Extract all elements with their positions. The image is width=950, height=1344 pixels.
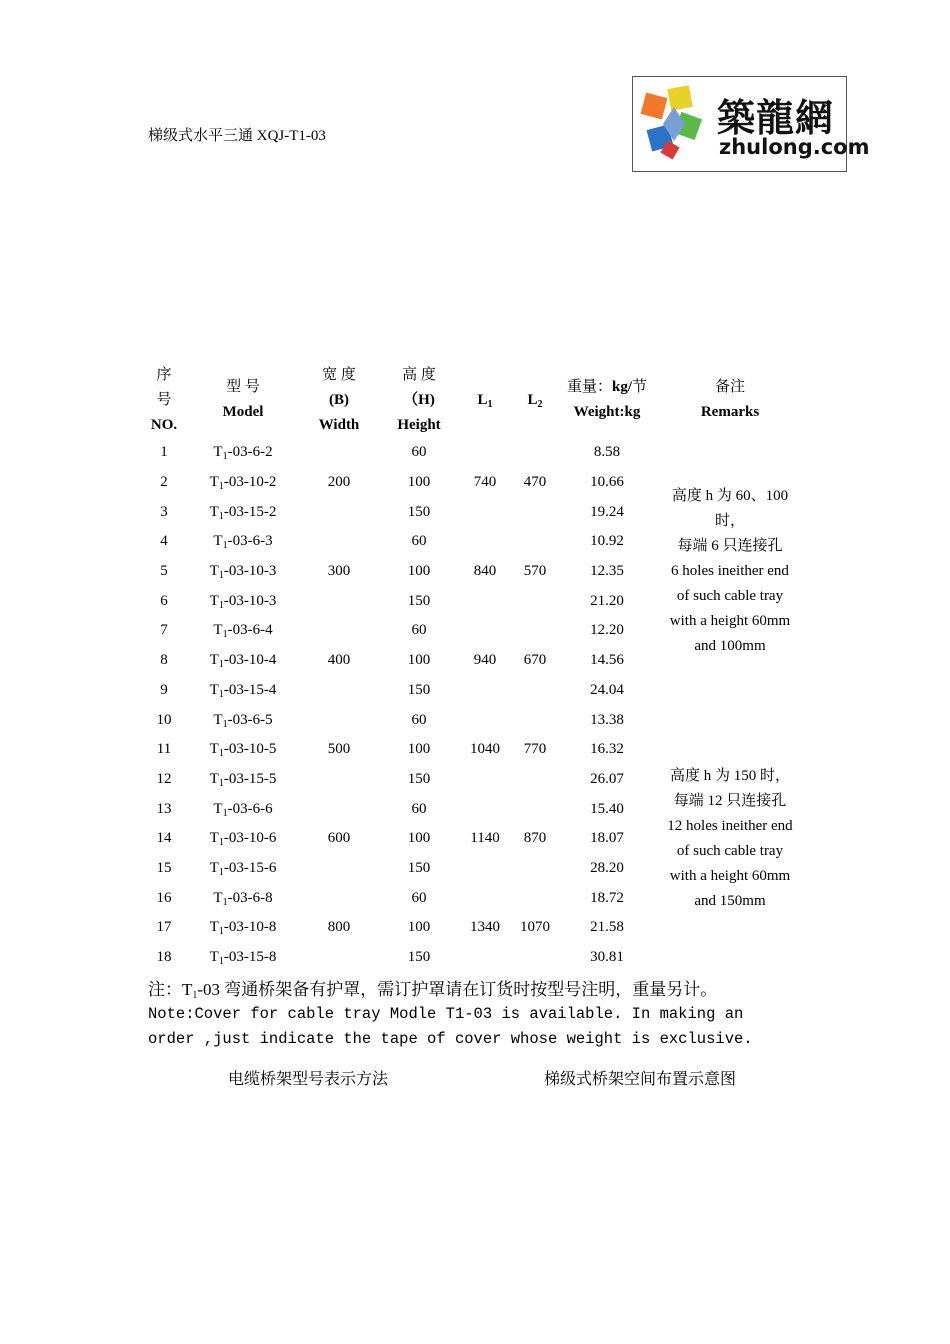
cell-no: 5 xyxy=(160,563,168,580)
cell-weight: 12.35 xyxy=(590,563,624,580)
cell-model: $T_1-03-15-8$ xyxy=(209,949,277,968)
cell-weight: 10.66 xyxy=(590,474,624,491)
cell-l2 xyxy=(512,527,558,557)
cell-width xyxy=(298,527,380,557)
cell-weight: 18.72 xyxy=(590,889,624,906)
cell-l1 xyxy=(458,794,512,824)
cell-l1 xyxy=(458,527,512,557)
cell-height: 60 xyxy=(411,800,427,817)
cell-model: $T_1-03-6-3$ xyxy=(213,533,273,552)
cell-no: 1 xyxy=(160,444,168,461)
cell-height: 60 xyxy=(411,444,427,461)
cell-width: 800 xyxy=(327,919,351,936)
remark-line: with a height 60mm xyxy=(669,613,791,630)
cell-width xyxy=(298,943,380,973)
cell-model: $T_1-03-10-4$ xyxy=(209,652,277,671)
cell-l2: 570 xyxy=(523,563,547,580)
table-header-row xyxy=(140,362,804,438)
cell-no: 12 xyxy=(156,770,172,787)
cell-no: 2 xyxy=(160,474,168,491)
cell-weight: 24.04 xyxy=(590,681,624,698)
note-en-line-2: order ,just indicate the tape of cover whose weight is exclusive. xyxy=(148,1030,753,1048)
cell-weight: 10.92 xyxy=(590,533,624,550)
cell-l2: 670 xyxy=(523,652,547,669)
cell-no: 8 xyxy=(160,652,168,669)
cell-no: 3 xyxy=(160,503,168,520)
cell-height: 100 xyxy=(407,741,431,758)
cell-model: $T_1-03-15-2$ xyxy=(209,503,277,522)
cell-height: 60 xyxy=(411,622,427,639)
cell-height: 60 xyxy=(411,533,427,550)
cell-model: $T_1-03-6-6$ xyxy=(213,800,273,819)
cell-model: $T_1-03-6-8$ xyxy=(213,889,273,908)
header-height: 高 度 （H) Height xyxy=(397,366,441,433)
cell-width xyxy=(298,854,380,884)
cell-width xyxy=(298,438,380,468)
cell-height: 150 xyxy=(407,592,431,609)
cell-model: $T_1-03-10-6$ xyxy=(209,830,277,849)
cell-l1: 940 xyxy=(473,652,497,669)
logo xyxy=(632,76,870,172)
remark-group-1 xyxy=(656,438,804,705)
remark-line: 12 holes ineither end xyxy=(667,817,793,834)
cell-height: 150 xyxy=(407,949,431,966)
cell-l1 xyxy=(458,854,512,884)
cell-l2: 470 xyxy=(523,474,547,491)
cell-no: 15 xyxy=(156,859,172,876)
cell-weight: 14.56 xyxy=(590,652,624,669)
remark-line: and 100mm xyxy=(694,638,766,655)
cell-no: 4 xyxy=(160,533,168,550)
cell-no: 7 xyxy=(160,622,168,639)
cell-weight: 26.07 xyxy=(590,770,624,787)
cell-l1 xyxy=(458,586,512,616)
logo-cn-text: 築龍網 xyxy=(717,96,835,140)
cell-model: $T_1-03-15-5$ xyxy=(209,770,277,789)
cell-model: $T_1-03-6-5$ xyxy=(213,711,273,730)
cell-l2 xyxy=(512,438,558,468)
cell-width: 500 xyxy=(327,741,351,758)
remark-line: 6 holes ineither end xyxy=(671,563,789,580)
cell-weight: 15.40 xyxy=(590,800,624,817)
cell-model: $T_1-03-6-4$ xyxy=(213,622,273,641)
cell-height: 100 xyxy=(407,830,431,847)
cell-width xyxy=(298,676,380,706)
cell-l1 xyxy=(458,676,512,706)
remark-group-2 xyxy=(656,705,804,972)
cell-l1: 1340 xyxy=(470,919,500,936)
cell-weight: 13.38 xyxy=(590,711,624,728)
remark-line: of such cable tray xyxy=(676,842,784,859)
cell-no: 11 xyxy=(156,741,172,758)
cell-l2 xyxy=(512,616,558,646)
cell-model: $T_1-03-10-5$ xyxy=(209,741,277,760)
cell-no: 14 xyxy=(156,830,172,847)
cell-l1: 840 xyxy=(473,563,497,580)
page-title: 梯级式水平三通 XQJ-T1-03 xyxy=(148,128,326,144)
cell-width xyxy=(298,794,380,824)
cell-l1: 1040 xyxy=(470,741,500,758)
cell-l1: 740 xyxy=(473,474,497,491)
cell-l2: 870 xyxy=(523,830,547,847)
cell-height: 60 xyxy=(411,889,427,906)
remark-line: 每端 12 只连接孔 xyxy=(673,792,787,809)
cell-model: $T_1-03-10-2$ xyxy=(209,474,277,493)
cell-model: $T_1-03-15-4$ xyxy=(209,681,277,700)
remark-line: and 150mm xyxy=(694,892,766,909)
note xyxy=(148,978,848,1052)
cell-l2: 770 xyxy=(523,741,547,758)
cell-l1 xyxy=(458,943,512,973)
cell-l2 xyxy=(512,497,558,527)
cell-width: 600 xyxy=(327,830,351,847)
cell-l1 xyxy=(458,616,512,646)
table-row xyxy=(140,438,804,468)
cell-no: 16 xyxy=(156,889,172,906)
cell-l2 xyxy=(512,705,558,735)
cell-l2 xyxy=(512,586,558,616)
caption-right: 梯级式桥架空间布置示意图 xyxy=(544,1071,737,1088)
cell-weight: 18.07 xyxy=(590,830,624,847)
header-remarks: 备注 Remarks xyxy=(700,379,760,420)
cell-weight: 28.20 xyxy=(590,859,624,876)
cell-l1 xyxy=(458,438,512,468)
remark-line: with a height 60mm xyxy=(669,867,791,884)
cell-width: 300 xyxy=(327,563,351,580)
cell-l1 xyxy=(458,765,512,795)
cell-height: 150 xyxy=(407,503,431,520)
cell-height: 100 xyxy=(407,563,431,580)
cell-width: 200 xyxy=(327,474,351,491)
cell-l1 xyxy=(458,883,512,913)
cell-model: $T_1-03-10-3$ xyxy=(209,592,277,611)
remark-line: of such cable tray xyxy=(676,588,784,605)
cell-height: 150 xyxy=(407,770,431,787)
cell-height: 100 xyxy=(407,474,431,491)
header-no: 序 号 NO. xyxy=(150,366,178,433)
cell-l2: 1070 xyxy=(520,919,550,936)
cell-width xyxy=(298,765,380,795)
spec-table xyxy=(140,362,804,972)
cell-height: 150 xyxy=(407,681,431,698)
cell-l2 xyxy=(512,854,558,884)
cell-no: 6 xyxy=(160,592,168,609)
header-l2: $L_2$ xyxy=(527,391,543,410)
cell-width xyxy=(298,616,380,646)
cell-width: 400 xyxy=(327,652,351,669)
cell-l2 xyxy=(512,883,558,913)
table-row xyxy=(140,705,804,735)
cell-weight: 21.58 xyxy=(590,919,624,936)
cell-weight: 19.24 xyxy=(590,503,624,520)
cell-l2 xyxy=(512,765,558,795)
header-weight: 重量：kg/节 Weight:kg xyxy=(566,379,648,420)
cell-model: $T_1-03-6-2$ xyxy=(213,444,273,463)
header-l1: $L_1$ xyxy=(477,391,493,410)
cell-weight: 8.58 xyxy=(593,444,621,461)
remark-line: 高度 h 为 150 时， xyxy=(669,767,790,784)
cell-model: $T_1-03-10-8$ xyxy=(209,919,277,938)
cell-l2 xyxy=(512,676,558,706)
cell-no: 13 xyxy=(156,800,172,817)
remark-line: 每端 6 只连接孔 xyxy=(677,538,783,555)
cell-no: 10 xyxy=(156,711,172,728)
cell-height: 150 xyxy=(407,859,431,876)
cell-model: $T_1-03-10-3$ xyxy=(209,563,277,582)
cell-width xyxy=(298,586,380,616)
logo-emblem-icon xyxy=(633,77,715,171)
cell-l1 xyxy=(458,497,512,527)
cell-height: 100 xyxy=(407,652,431,669)
cell-l2 xyxy=(512,943,558,973)
cell-no: 9 xyxy=(160,681,168,698)
logo-en-text: zhulong.com xyxy=(719,135,870,159)
note-en-line-1: Note:Cover for cable tray Modle T1-03 is available. In making an xyxy=(148,1005,744,1023)
cell-width xyxy=(298,705,380,735)
cell-no: 18 xyxy=(156,949,172,966)
header-model: 型 号 Model xyxy=(222,379,264,420)
header-width: 宽 度 (B) Width xyxy=(318,366,360,433)
remark-line: 高度 h 为 60、100 时， xyxy=(671,488,789,530)
cell-width xyxy=(298,883,380,913)
cell-l2 xyxy=(512,794,558,824)
cell-weight: 16.32 xyxy=(590,741,624,758)
note-cn: 注：$T_1-03$ 弯通桥架备有护罩，需订护罩请在订货时按型号注明，重量另计。 xyxy=(148,980,718,1001)
cell-width xyxy=(298,497,380,527)
cell-l1 xyxy=(458,705,512,735)
cell-no: 17 xyxy=(156,919,172,936)
cell-weight: 30.81 xyxy=(590,949,624,966)
cell-height: 100 xyxy=(407,919,431,936)
caption-left: 电缆桥架型号表示方法 xyxy=(228,1071,389,1088)
cell-weight: 12.20 xyxy=(590,622,624,639)
cell-l1: 1140 xyxy=(470,830,500,847)
cell-weight: 21.20 xyxy=(590,592,624,609)
cell-model: $T_1-03-15-6$ xyxy=(209,859,277,878)
cell-height: 60 xyxy=(411,711,427,728)
